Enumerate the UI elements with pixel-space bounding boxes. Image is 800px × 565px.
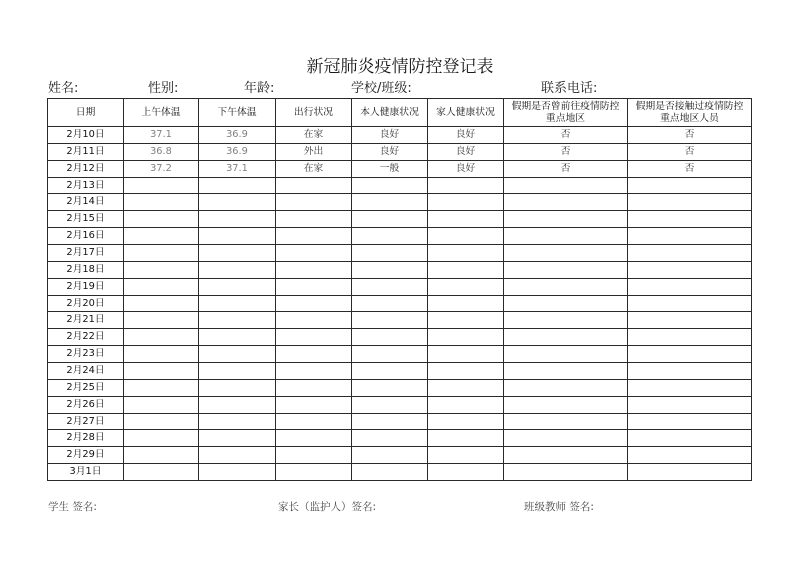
cell-self-health <box>352 447 428 464</box>
cell-family-health <box>428 178 504 195</box>
cell-self-health <box>352 397 428 414</box>
cell-family-health <box>428 397 504 414</box>
cell-family-health <box>428 194 504 211</box>
cell-pm-temp <box>199 262 276 279</box>
phone-label: 联系电话: <box>541 81 598 96</box>
cell-pm-temp: 36.9 <box>199 144 276 161</box>
cell-visited-key-area <box>504 312 628 329</box>
cell-self-health: 一般 <box>352 161 428 178</box>
header-pm-temp: 下午体温 <box>199 99 276 127</box>
cell-travel <box>276 194 352 211</box>
cell-date: 2月22日 <box>48 329 124 346</box>
cell-visited-key-area <box>504 447 628 464</box>
header-family-health: 家人健康状况 <box>428 99 504 127</box>
cell-am-temp <box>124 296 199 313</box>
cell-travel <box>276 279 352 296</box>
cell-pm-temp: 36.9 <box>199 127 276 144</box>
header-travel: 出行状况 <box>276 99 352 127</box>
cell-visited-key-area: 否 <box>504 127 628 144</box>
cell-self-health <box>352 194 428 211</box>
cell-self-health <box>352 414 428 431</box>
cell-visited-key-area <box>504 397 628 414</box>
student-signature-label: 学生 签名: <box>48 501 97 513</box>
cell-am-temp <box>124 211 199 228</box>
cell-self-health <box>352 464 428 481</box>
cell-am-temp: 37.1 <box>124 127 199 144</box>
cell-pm-temp <box>199 414 276 431</box>
cell-am-temp <box>124 194 199 211</box>
cell-travel <box>276 380 352 397</box>
cell-pm-temp <box>199 178 276 195</box>
cell-family-health <box>428 211 504 228</box>
cell-am-temp <box>124 430 199 447</box>
cell-travel <box>276 363 352 380</box>
cell-travel <box>276 447 352 464</box>
header-self-health: 本人健康状况 <box>352 99 428 127</box>
cell-contacted-key-area-people <box>628 397 752 414</box>
cell-visited-key-area <box>504 464 628 481</box>
cell-contacted-key-area-people <box>628 178 752 195</box>
cell-date: 2月12日 <box>48 161 124 178</box>
cell-pm-temp <box>199 464 276 481</box>
cell-pm-temp <box>199 447 276 464</box>
cell-pm-temp <box>199 211 276 228</box>
cell-travel <box>276 397 352 414</box>
cell-am-temp <box>124 245 199 262</box>
cell-self-health <box>352 329 428 346</box>
cell-family-health: 良好 <box>428 144 504 161</box>
cell-pm-temp: 37.1 <box>199 161 276 178</box>
cell-visited-key-area <box>504 245 628 262</box>
cell-pm-temp <box>199 228 276 245</box>
cell-contacted-key-area-people <box>628 414 752 431</box>
cell-travel: 外出 <box>276 144 352 161</box>
cell-visited-key-area <box>504 346 628 363</box>
cell-visited-key-area <box>504 178 628 195</box>
cell-am-temp <box>124 346 199 363</box>
name-label: 姓名: <box>48 81 79 96</box>
cell-date: 2月15日 <box>48 211 124 228</box>
cell-self-health <box>352 296 428 313</box>
cell-contacted-key-area-people <box>628 430 752 447</box>
cell-date: 3月1日 <box>48 464 124 481</box>
form-title: 新冠肺炎疫情防控登记表 <box>306 57 494 77</box>
cell-travel <box>276 296 352 313</box>
cell-contacted-key-area-people <box>628 228 752 245</box>
cell-date: 2月28日 <box>48 430 124 447</box>
cell-travel <box>276 262 352 279</box>
cell-family-health <box>428 279 504 296</box>
cell-date: 2月25日 <box>48 380 124 397</box>
cell-contacted-key-area-people <box>628 329 752 346</box>
header-contacted-key-area-people: 假期是否接触过疫情防控重点地区人员 <box>628 99 752 127</box>
cell-travel <box>276 211 352 228</box>
cell-self-health <box>352 245 428 262</box>
cell-contacted-key-area-people <box>628 380 752 397</box>
cell-am-temp <box>124 414 199 431</box>
cell-date: 2月24日 <box>48 363 124 380</box>
cell-visited-key-area <box>504 194 628 211</box>
cell-travel: 在家 <box>276 161 352 178</box>
school-class-label: 学校/班级: <box>351 81 412 96</box>
cell-self-health <box>352 363 428 380</box>
header-visited-key-area: 假期是否曾前往疫情防控重点地区 <box>504 99 628 127</box>
cell-travel <box>276 312 352 329</box>
teacher-signature-label: 班级教师 签名: <box>524 501 594 513</box>
cell-family-health <box>428 296 504 313</box>
cell-date: 2月18日 <box>48 262 124 279</box>
cell-self-health <box>352 430 428 447</box>
cell-pm-temp <box>199 363 276 380</box>
cell-self-health <box>352 228 428 245</box>
cell-visited-key-area <box>504 262 628 279</box>
cell-contacted-key-area-people <box>628 312 752 329</box>
registration-table <box>47 98 752 481</box>
cell-date: 2月29日 <box>48 447 124 464</box>
cell-am-temp <box>124 363 199 380</box>
cell-pm-temp <box>199 245 276 262</box>
cell-travel <box>276 329 352 346</box>
cell-travel <box>276 464 352 481</box>
cell-family-health <box>428 464 504 481</box>
gender-label: 性别: <box>148 81 179 96</box>
cell-travel <box>276 346 352 363</box>
cell-self-health <box>352 312 428 329</box>
cell-family-health <box>428 329 504 346</box>
cell-travel <box>276 245 352 262</box>
cell-pm-temp <box>199 346 276 363</box>
cell-self-health <box>352 178 428 195</box>
cell-family-health <box>428 447 504 464</box>
header-date: 日期 <box>48 99 124 127</box>
cell-family-health <box>428 228 504 245</box>
cell-date: 2月17日 <box>48 245 124 262</box>
parent-signature-label: 家长（监护人）签名: <box>278 501 377 513</box>
cell-contacted-key-area-people: 否 <box>628 127 752 144</box>
cell-am-temp <box>124 262 199 279</box>
cell-visited-key-area <box>504 279 628 296</box>
cell-date: 2月10日 <box>48 127 124 144</box>
cell-pm-temp <box>199 312 276 329</box>
cell-family-health <box>428 312 504 329</box>
cell-travel <box>276 228 352 245</box>
cell-family-health <box>428 414 504 431</box>
cell-self-health: 良好 <box>352 127 428 144</box>
cell-am-temp <box>124 279 199 296</box>
cell-family-health <box>428 380 504 397</box>
cell-am-temp: 36.8 <box>124 144 199 161</box>
cell-visited-key-area <box>504 363 628 380</box>
age-label: 年龄: <box>244 81 275 96</box>
cell-family-health <box>428 262 504 279</box>
cell-date: 2月21日 <box>48 312 124 329</box>
cell-visited-key-area <box>504 211 628 228</box>
cell-pm-temp <box>199 397 276 414</box>
cell-pm-temp <box>199 194 276 211</box>
cell-family-health <box>428 346 504 363</box>
cell-contacted-key-area-people <box>628 296 752 313</box>
cell-am-temp <box>124 329 199 346</box>
cell-self-health: 良好 <box>352 144 428 161</box>
cell-family-health: 良好 <box>428 127 504 144</box>
cell-pm-temp <box>199 279 276 296</box>
cell-am-temp <box>124 397 199 414</box>
cell-contacted-key-area-people <box>628 346 752 363</box>
cell-am-temp <box>124 228 199 245</box>
cell-contacted-key-area-people <box>628 279 752 296</box>
cell-visited-key-area <box>504 380 628 397</box>
cell-visited-key-area: 否 <box>504 144 628 161</box>
cell-visited-key-area <box>504 296 628 313</box>
cell-am-temp <box>124 380 199 397</box>
cell-date: 2月23日 <box>48 346 124 363</box>
cell-pm-temp <box>199 380 276 397</box>
cell-self-health <box>352 262 428 279</box>
cell-contacted-key-area-people <box>628 211 752 228</box>
cell-contacted-key-area-people <box>628 363 752 380</box>
cell-family-health <box>428 430 504 447</box>
cell-contacted-key-area-people: 否 <box>628 161 752 178</box>
cell-date: 2月27日 <box>48 414 124 431</box>
cell-visited-key-area: 否 <box>504 161 628 178</box>
cell-family-health <box>428 363 504 380</box>
cell-contacted-key-area-people: 否 <box>628 144 752 161</box>
cell-pm-temp <box>199 329 276 346</box>
cell-am-temp <box>124 447 199 464</box>
cell-travel: 在家 <box>276 127 352 144</box>
cell-visited-key-area <box>504 329 628 346</box>
cell-travel <box>276 414 352 431</box>
cell-contacted-key-area-people <box>628 194 752 211</box>
cell-date: 2月20日 <box>48 296 124 313</box>
cell-self-health <box>352 211 428 228</box>
cell-self-health <box>352 279 428 296</box>
cell-visited-key-area <box>504 414 628 431</box>
cell-am-temp: 37.2 <box>124 161 199 178</box>
cell-date: 2月11日 <box>48 144 124 161</box>
cell-contacted-key-area-people <box>628 464 752 481</box>
cell-am-temp <box>124 178 199 195</box>
cell-pm-temp <box>199 430 276 447</box>
cell-self-health <box>352 380 428 397</box>
cell-visited-key-area <box>504 430 628 447</box>
cell-date: 2月26日 <box>48 397 124 414</box>
cell-date: 2月16日 <box>48 228 124 245</box>
cell-contacted-key-area-people <box>628 447 752 464</box>
cell-pm-temp <box>199 296 276 313</box>
cell-contacted-key-area-people <box>628 245 752 262</box>
cell-contacted-key-area-people <box>628 262 752 279</box>
cell-date: 2月14日 <box>48 194 124 211</box>
cell-date: 2月19日 <box>48 279 124 296</box>
cell-visited-key-area <box>504 228 628 245</box>
cell-am-temp <box>124 464 199 481</box>
cell-family-health: 良好 <box>428 161 504 178</box>
cell-self-health <box>352 346 428 363</box>
cell-travel <box>276 430 352 447</box>
cell-family-health <box>428 245 504 262</box>
cell-travel <box>276 178 352 195</box>
cell-am-temp <box>124 312 199 329</box>
header-am-temp: 上午体温 <box>124 99 199 127</box>
cell-date: 2月13日 <box>48 178 124 195</box>
